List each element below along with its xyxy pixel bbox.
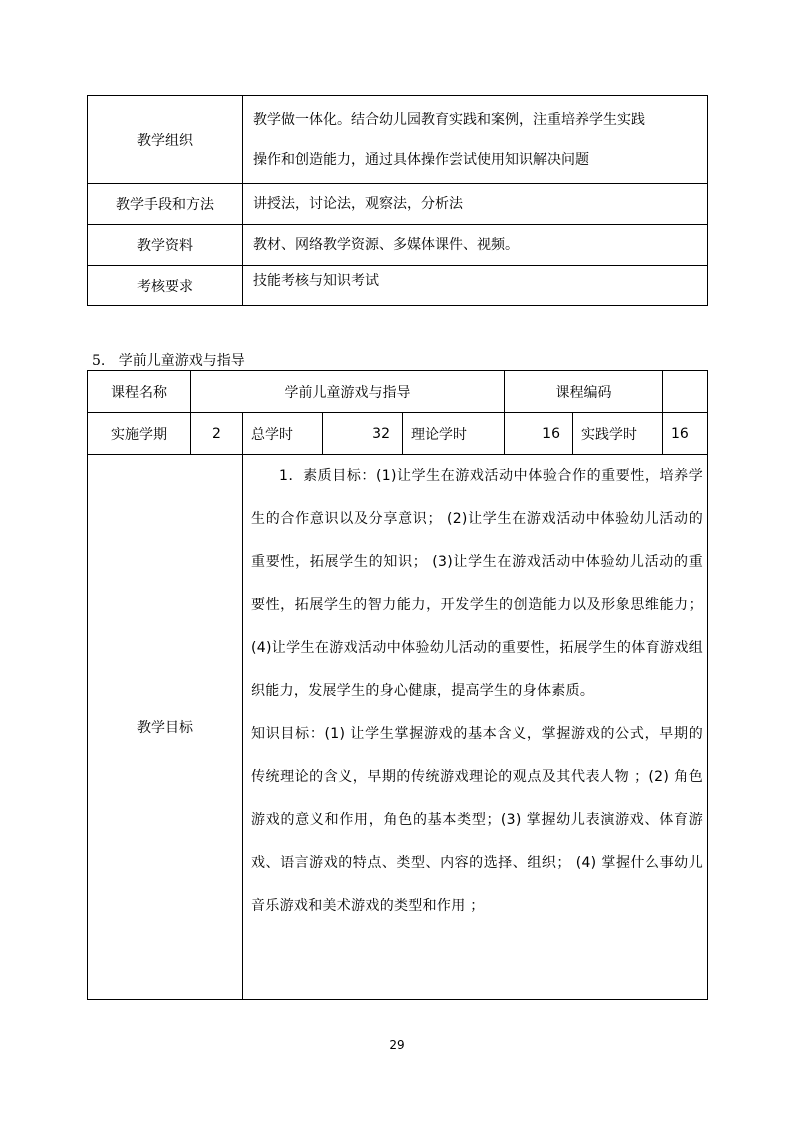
section-number: 5. [92, 353, 106, 369]
practice-hours-value: 16 [663, 413, 708, 455]
course-code-label: 课程编码 [505, 371, 663, 413]
teaching-goals-label: 教学目标 [88, 455, 243, 1000]
quality-goals: 1．素质目标：(1)让学生在游戏活动中体验合作的重要性，培养学生的合作意识以及分享意识； (2)让学生在游戏活动中体验幼儿活动的重要性，拓展学生的知识； (3)让学生在游戏活动中体验幼儿活动的重要性，拓展学生的智力能力，开发学生的创造能力以及形象思维能力；(4)让学生在游戏活动中体验幼儿活动的重要性，拓展学生的体育游戏组织能力，发展学生的身心健康，提高学生的身体素质。 [251, 468, 703, 699]
course-code-value [663, 371, 708, 413]
row-label-assessment: 考核要求 [88, 266, 243, 306]
course-info-table-continued [87, 95, 708, 306]
teaching-goals-content [243, 455, 708, 1000]
table-row [88, 225, 708, 266]
theory-hours-value: 16 [505, 413, 573, 455]
row-value-teaching-organization [243, 96, 708, 184]
table-row [88, 371, 708, 413]
table-row [88, 413, 708, 455]
row-label-teaching-materials: 教学资料 [88, 225, 243, 266]
theory-hours-label: 理论学时 [403, 413, 505, 455]
table-row [88, 184, 708, 225]
row-value-teaching-materials: 教材、网络教学资源、多媒体课件、视频。 [243, 225, 708, 266]
section-title: 学前儿童游戏与指导 [118, 353, 245, 369]
course-table-preschool-games [87, 370, 708, 1000]
section-heading [92, 350, 245, 370]
semester-label: 实施学期 [88, 413, 191, 455]
row-value-teaching-methods: 讲授法，讨论法，观察法，分析法 [243, 184, 708, 225]
total-hours-label: 总学时 [243, 413, 323, 455]
course-name-value: 学前儿童游戏与指导 [191, 371, 505, 413]
course-name-label: 课程名称 [88, 371, 191, 413]
row-value-assessment: 技能考核与知识考试 [243, 266, 708, 306]
page-number: 29 [389, 1038, 405, 1052]
total-hours-value: 32 [323, 413, 403, 455]
knowledge-goals: 知识目标：(1) 让学生掌握游戏的基本含义，掌握游戏的公式，早期的传统理论的含义，早期的传统游戏理论的观点及其代表人物 ；(2) 角色游戏的意义和作用，角色的基本类型；(3) 掌握幼儿表演游戏、体育游戏、语言游戏的特点、类型、内容的选择、组织； (4) 掌握什么事幼儿音乐游戏和美术游戏的类型和作用 ； [251, 726, 703, 914]
practice-hours-label: 实践学时 [573, 413, 663, 455]
row-label-teaching-organization: 教学组织 [88, 96, 243, 184]
semester-value: 2 [191, 413, 243, 455]
row-label-teaching-methods: 教学手段和方法 [88, 184, 243, 225]
table-row [88, 266, 708, 306]
table-row [88, 455, 708, 1000]
teaching-organization-line-2: 操作和创造能力，通过具体操作尝试使用知识解决问题 [253, 151, 589, 168]
table-row [88, 96, 708, 184]
teaching-organization-line-1: 教学做一体化。结合幼儿园教育实践和案例，注重培养学生实践 [253, 111, 645, 128]
